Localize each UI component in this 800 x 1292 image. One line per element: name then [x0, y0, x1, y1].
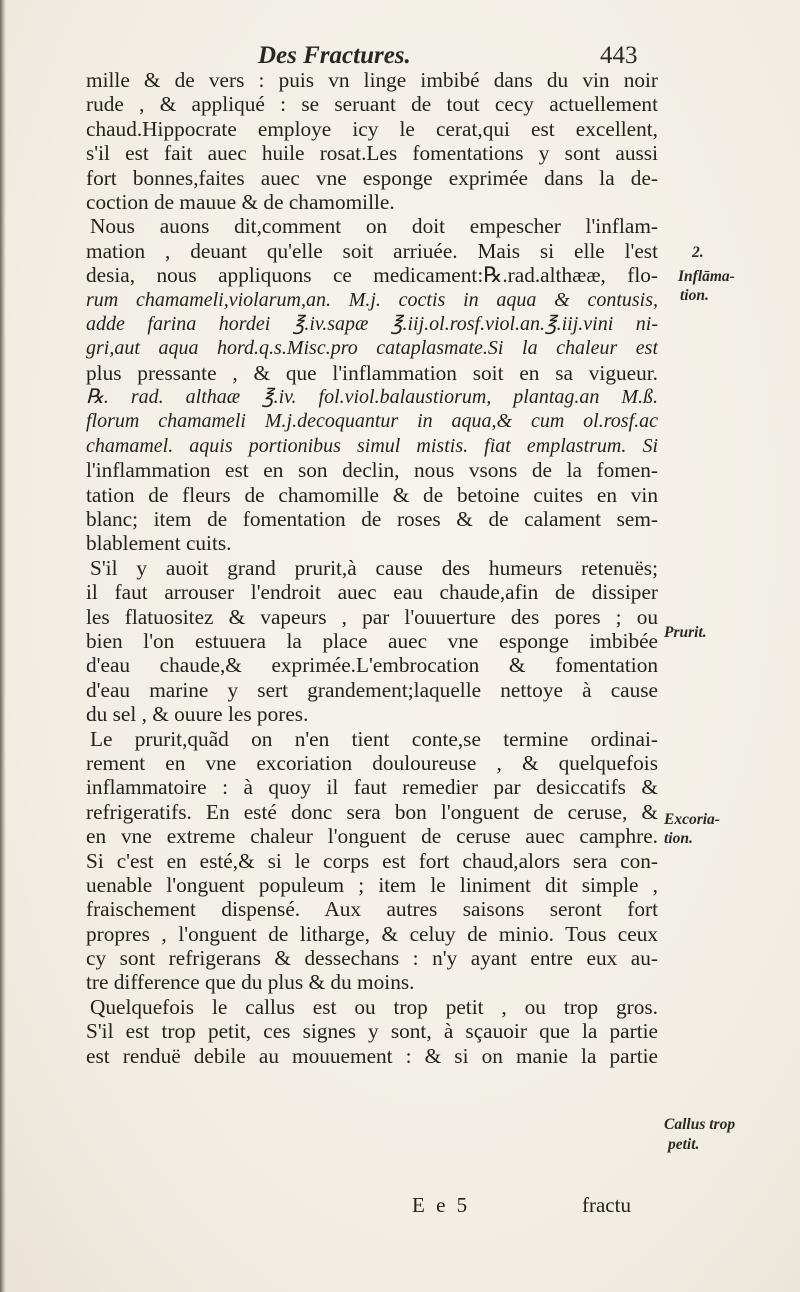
text-line: d'eau marine y sert grandement;laquelle nettoye à cause	[86, 677, 658, 702]
text-line: l'inflammation est en son declin, nous vsons de la fomen-	[86, 458, 658, 483]
text-line: s'il est fait auec huile rosat.Les fomentations y sont aussi	[86, 141, 658, 166]
text-line: S'il y auoit grand prurit,à cause des humeurs retenuës;	[90, 555, 658, 580]
text-line: en vne extreme chaleur l'onguent de ceruse auec camphre.	[86, 824, 658, 849]
page-footer	[0, 1193, 800, 1221]
text-line: fraischement dispensé. Aux autres saisons seront fort	[86, 897, 658, 922]
text-line: coction de mauue & de chamomille.	[86, 189, 395, 214]
text-line: inflammatoire : à quoy il faut remedier par desiccatifs &	[86, 775, 658, 800]
margin-note-excoriation-1: Excoria-	[664, 811, 720, 828]
text-line: desia, nous appliquons ce medicament:℞.rad.althææ, flo-	[86, 263, 658, 288]
margin-note-callus-2: petit.	[668, 1136, 700, 1153]
page-number: 443	[600, 42, 638, 69]
text-line: bien l'on estuuera la place auec vne esponge imbibée	[86, 628, 658, 653]
running-head-title: Des Fractures.	[258, 42, 411, 69]
text-line: Nous auons dit,comment on doit empescher l'inflam-	[90, 214, 658, 239]
margin-note-excoriation-2: tion.	[664, 830, 693, 847]
text-line: les flatuositez & vapeurs , par l'ouuerture des pores ; ou	[86, 604, 658, 629]
text-line: adde farina hordei ℥.iv.sapæ ℥.iij.ol.rosf.viol.an.℥.iij.vini ni-	[86, 312, 658, 335]
text-line: Quelquefois le callus est ou trop petit , ou trop gros.	[90, 994, 658, 1019]
text-line: gri,aut aqua hord.q.s.Misc.pro cataplasmate.Si la chaleur est	[86, 337, 658, 360]
margin-note-callus-1: Callus trop	[664, 1116, 736, 1133]
text-line: refrigeratifs. En esté donc sera bon l'onguent de ceruse, &	[86, 799, 658, 824]
text-line: mation , deuant qu'elle soit arriuée. Mais si elle l'est	[86, 238, 658, 263]
margin-note-number: 2.	[692, 244, 704, 261]
text-line: uenable l'onguent populeum ; item le liniment dit simple ,	[86, 872, 658, 897]
text-line: rude , & appliqué : se seruant de tout cecy actuellement	[86, 92, 658, 117]
text-line: est renduë debile au mouuement : & si on manie la partie	[86, 1043, 658, 1068]
margin-note-prurit: Prurit.	[664, 624, 707, 641]
text-line: fort bonnes,faites auec vne esponge exprimée dans la de-	[86, 165, 658, 190]
running-head	[0, 42, 800, 70]
signature-mark: E e 5	[412, 1193, 471, 1217]
text-line: ℞. rad. althaæ ℥.iv. fol.viol.balaustiorum, plantag.an M.ß.	[86, 386, 658, 409]
text-line: Le prurit,quãd on n'en tient conte,se termine ordinai-	[90, 726, 658, 751]
text-line: blanc; item de fomentation de roses & de calament sem-	[86, 507, 658, 532]
text-line: cy sont refrigerans & dessechans : n'y ayant entre eux au-	[86, 946, 658, 971]
text-line: florum chamameli M.j.decoquantur in aqua,& cum ol.rosf.ac	[86, 410, 658, 433]
margin-note-inflammation-2: tion.	[680, 287, 709, 304]
text-line: propres , l'onguent de litharge, & celuy de minio. Tous ceux	[86, 921, 658, 946]
catchword: fractu	[582, 1193, 631, 1217]
text-line: mille & de vers : puis vn linge imbibé dans du vin noir	[86, 68, 658, 92]
text-line: blablement cuits.	[86, 531, 232, 556]
text-line: S'il est trop petit, ces signes y sont, à sçauoir que la partie	[86, 1019, 658, 1044]
text-line: chamamel. aquis portionibus simul mistis. fiat emplastrum. Si	[86, 434, 658, 457]
body-text	[86, 68, 658, 1068]
text-line: d'eau chaude,& exprimée.L'embrocation & fomentation	[86, 653, 658, 678]
text-line: du sel , & ouure les pores.	[86, 702, 309, 727]
text-line: rum chamameli,violarum,an. M.j. coctis in aqua & contusis,	[86, 288, 658, 311]
text-line: tation de fleurs de chamomille & de betoine cuites en vin	[86, 482, 658, 507]
margin-note-inflammation-1: Inflāma-	[678, 268, 735, 285]
text-line: Si c'est en esté,& si le corps est fort chaud,alors sera con-	[86, 848, 658, 873]
text-line: rement en vne excoriation douloureuse , & quelquefois	[86, 750, 658, 775]
text-line: tre difference que du plus & du moins.	[86, 970, 415, 995]
page-binding-edge	[0, 0, 6, 1292]
text-line: il faut arrouser l'endroit auec eau chaude,afin de dissiper	[86, 580, 658, 605]
text-line: chaud.Hippocrate employe icy le cerat,qui est excellent,	[86, 116, 658, 141]
text-line: plus pressante , & que l'inflammation soit en sa vigueur.	[86, 360, 658, 385]
